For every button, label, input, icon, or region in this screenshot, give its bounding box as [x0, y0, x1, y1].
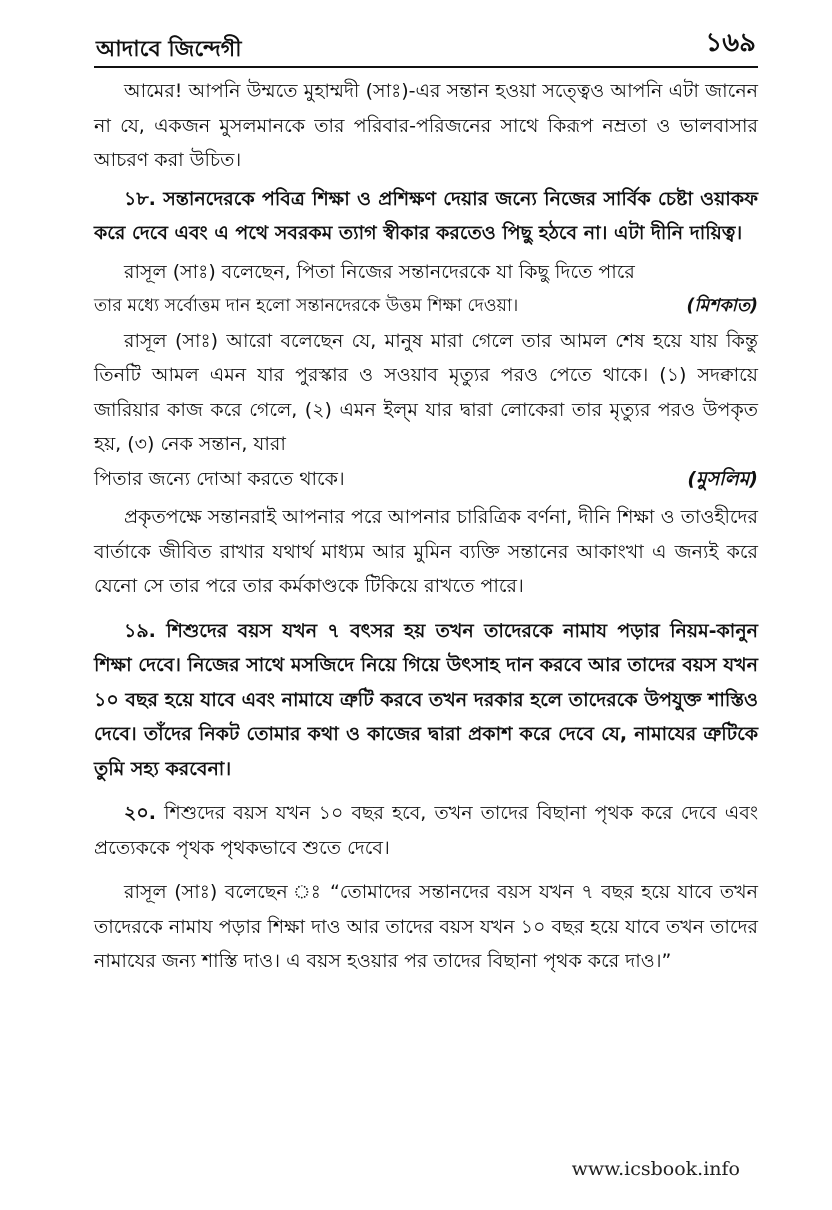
paragraph-1 — [94, 74, 758, 178]
paragraph-1-text: আমের! আপনি উম্মতে মুহাম্মদী (সাঃ)-এর সন্তান হওয়া সত্ত্বেও আপনি এটা জানেন না যে, একজন মুসলমানকে তার পরিবার-পরিজনের সাথে কিরূপ নম্রতা ও ভালবাসার আচরণ করা উচিত। — [94, 80, 758, 171]
header-rule — [94, 66, 758, 68]
paragraph-19-text: শিশুদের বয়স যখন ৭ বৎসর হয় তখন তাদেরকে নামায পড়ার নিয়ম-কানুন শিক্ষা দেবে। নিজের সাথে মসজিদে নিয়ে গিয়ে উৎসাহ দান করবে আর তাদের বয়স যখন ১০ বছর হয়ে যাবে এবং নামাযে ত্রুটি করবে তখন দরকার হলে তাদেরকে উপযুক্ত শাস্তিও দেবে। তাঁদের নিকট তোমার কথা ও কাজের দ্বারা প্রকাশ করে দেবে যে, নামাযের ত্রুটিকে তুমি সহ্য করবেনা। — [94, 619, 758, 780]
item-number-19: ১৯. — [124, 619, 156, 642]
paragraph-hadith-3 — [94, 875, 758, 979]
item-number-20: ২০. — [124, 802, 156, 824]
page-number: ১৬৯ — [705, 28, 756, 58]
hadith-1-line-2: তার মধ্যে সর্বোত্তম দান হলো সন্তানদেরকে উত্তম শিক্ষা দেওয়া। — [94, 296, 519, 316]
footer-website: www.icsbook.info — [571, 1158, 740, 1180]
paragraph-20-text: শিশুদের বয়স যখন ১০ বছর হবে, তখন তাদের বিছানা পৃথক করে দেবে এবং প্রত্যেককে পৃথক পৃথকভাবে শুতে দেবে। — [94, 802, 758, 859]
page-header — [96, 22, 756, 68]
item-number-18: ১৮. — [124, 187, 156, 210]
hadith-1-last-line — [94, 289, 758, 324]
hadith-2-text: রাসূল (সাঃ) আরো বলেছেন যে, মানুষ মারা গেলে তার আমল শেষ হয়ে যায় কিন্তু তিনটি আমল এমন যার পুরস্কার ও সওয়াব মৃত্যুর পরও পেতে থাকে। (১) সদক্বায়ে জারিয়ার কাজ করে গেলে, (২) এমন ইল্‌ম যার দ্বারা লোকেরা তার মৃত্যুর পরও উপকৃত হয়, (৩) নেক সন্তান, যারা — [94, 329, 758, 455]
paragraph-20 — [94, 796, 758, 865]
body-text — [94, 74, 758, 979]
hadith-1-line-1: রাসূল (সাঃ) বলেছেন, পিতা নিজের সন্তানদেরকে যা কিছু দিতে পারে — [124, 260, 635, 283]
paragraph-5-text: প্রকৃতপক্ষে সন্তানরাই আপনার পরে আপনার চারিত্রিক বর্ণনা, দীনি শিক্ষা ও তাওহীদের বার্তাকে জীবিত রাখার যথার্থ মাধ্যম আর মুমিন ব্যক্তি সন্তানের আকাংখা এ জন্যই করে যেনো সে তার পরে তার কর্মকাণ্ডকে টিকিয়ে রাখতে পারে। — [94, 506, 758, 597]
hadith-2-last-line — [94, 462, 758, 497]
paragraph-hadith-1 — [94, 255, 758, 290]
source-mishkat: (মিশকাত) — [686, 296, 758, 316]
paragraph-18 — [94, 182, 758, 251]
paragraph-hadith-2 — [94, 324, 758, 462]
paragraph-19 — [94, 614, 758, 787]
paragraph-5 — [94, 500, 758, 604]
running-title: আদাবে জিন্দেগী — [96, 37, 242, 62]
hadith-3-text: রাসূল (সাঃ) বলেছেন ঃ “তোমাদের সন্তানদের বয়স যখন ৭ বছর হয়ে যাবে তখন তাদেরকে নামায পড়ার শিক্ষা দাও আর তাদের বয়স যখন ১০ বছর হয়ে যাবে তখন তাদের নামাযের জন্য শাস্তি দাও। এ বয়স হওয়ার পর তাদের বিছানা পৃথক করে দাও।” — [94, 881, 758, 972]
paragraph-18-text: সন্তানদেরকে পবিত্র শিক্ষা ও প্রশিক্ষণ দেয়ার জন্যে নিজের সার্বিক চেষ্টা ওয়াকফ করে দেবে এবং এ পথে সবরকম ত্যাগ স্বীকার করতেও পিছু হঠবে না। এটা দীনি দায়িত্ব। — [94, 187, 758, 244]
hadith-2-last-text: পিতার জন্যে দোআ করতে থাকে। — [94, 467, 345, 490]
source-muslim: (মুসলিম) — [687, 467, 758, 490]
